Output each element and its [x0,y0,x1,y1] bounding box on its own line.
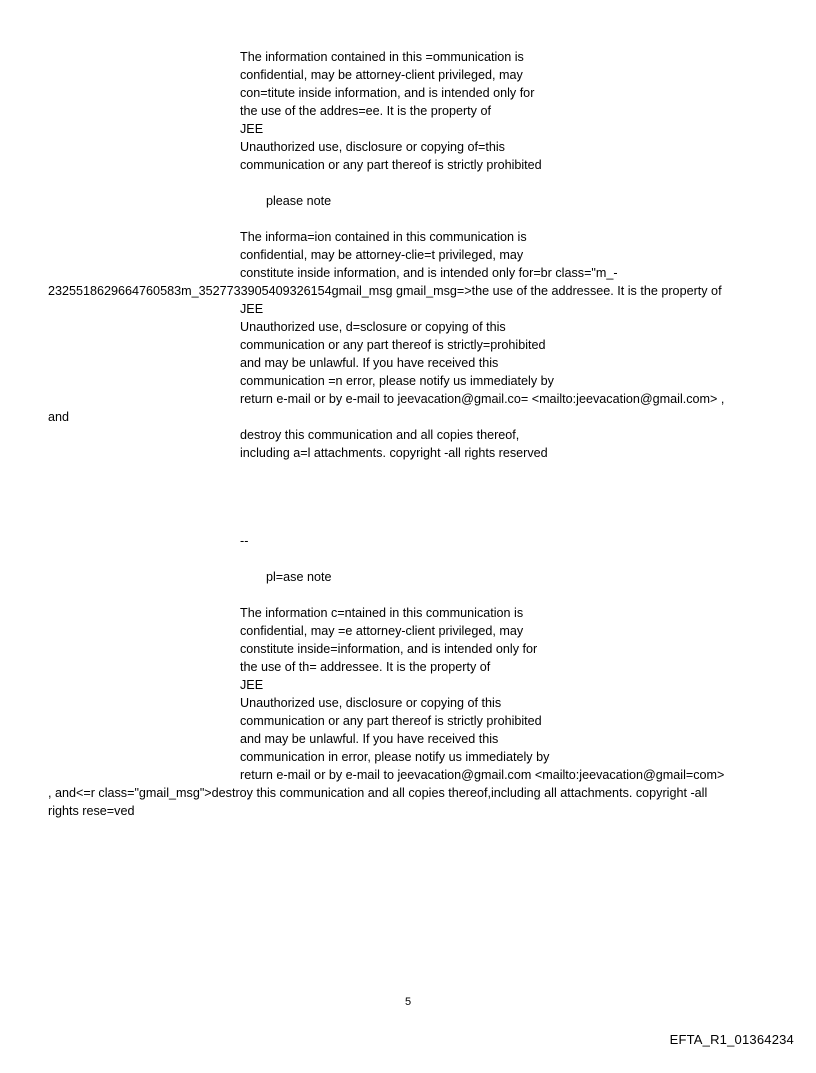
text-line: Unauthorized use, disclosure or copying of=this [240,140,505,154]
text-line: confidential, may be attorney-client privileged, may [240,68,523,82]
text-line: The informa=ion contained in this communication is [240,230,527,244]
text-line: Unauthorized use, d=sclosure or copying of this [240,320,506,334]
text-line: The information c=ntained in this communication is [240,606,524,620]
text-line: return e-mail or by e-mail to jeevacation@gmail.co= <mailto:jeevacation@gmail.com> , [240,392,725,406]
text-line: confidential, may =e attorney-client privileged, may [240,624,524,638]
text-line: JEE [240,302,264,316]
text-line: communication or any part thereof is strictly=prohibited [240,338,546,352]
text-line: constitute inside information, and is intended only for=br class="m_- [240,266,618,280]
text-line-wrapped: rights rese=ved [48,804,135,818]
text-line: and may be unlawful. If you have received this [240,732,499,746]
text-line-wrapped: 2325518629664760583m_3527733905409326154gmail_msg gmail_msg=>the use of the addressee. It is the property of [48,284,722,298]
separator: -- [240,534,249,548]
text-line: the use of the addres=ee. It is the property of [240,104,491,118]
page-number: 5 [404,996,412,1008]
text-line-wrapped: and [48,410,70,424]
please-note-heading: please note [266,194,332,208]
text-line: destroy this communication and all copies thereof, [240,428,520,442]
text-line: communication or any part thereof is strictly prohibited [240,158,542,172]
text-line: communication or any part thereof is strictly prohibited [240,714,542,728]
text-line: communication =n error, please notify us immediately by [240,374,554,388]
text-line: communication in error, please notify us immediately by [240,750,550,764]
text-line: constitute inside=information, and is intended only for [240,642,538,656]
document-id: EFTA_R1_01364234 [669,1032,794,1047]
text-line: con=titute inside information, and is intended only for [240,86,535,100]
text-line: return e-mail or by e-mail to jeevacation@gmail.com <mailto:jeevacation@gmail=com> [240,768,725,782]
text-line: Unauthorized use, disclosure or copying of this [240,696,502,710]
text-line: the use of th= addressee. It is the property of [240,660,491,674]
text-line: The information contained in this =ommunication is [240,50,524,64]
please-note-heading: pl=ase note [266,570,332,584]
text-line: including a=l attachments. copyright -all rights reserved [240,446,548,460]
text-line: and may be unlawful. If you have received this [240,356,499,370]
text-line: JEE [240,122,264,136]
text-line: confidential, may be attorney-clie=t privileged, may [240,248,524,262]
text-line-wrapped: , and<=r class="gmail_msg">destroy this communication and all copies thereof,including all attachments. copyright -all [48,786,708,800]
text-line: JEE [240,678,264,692]
